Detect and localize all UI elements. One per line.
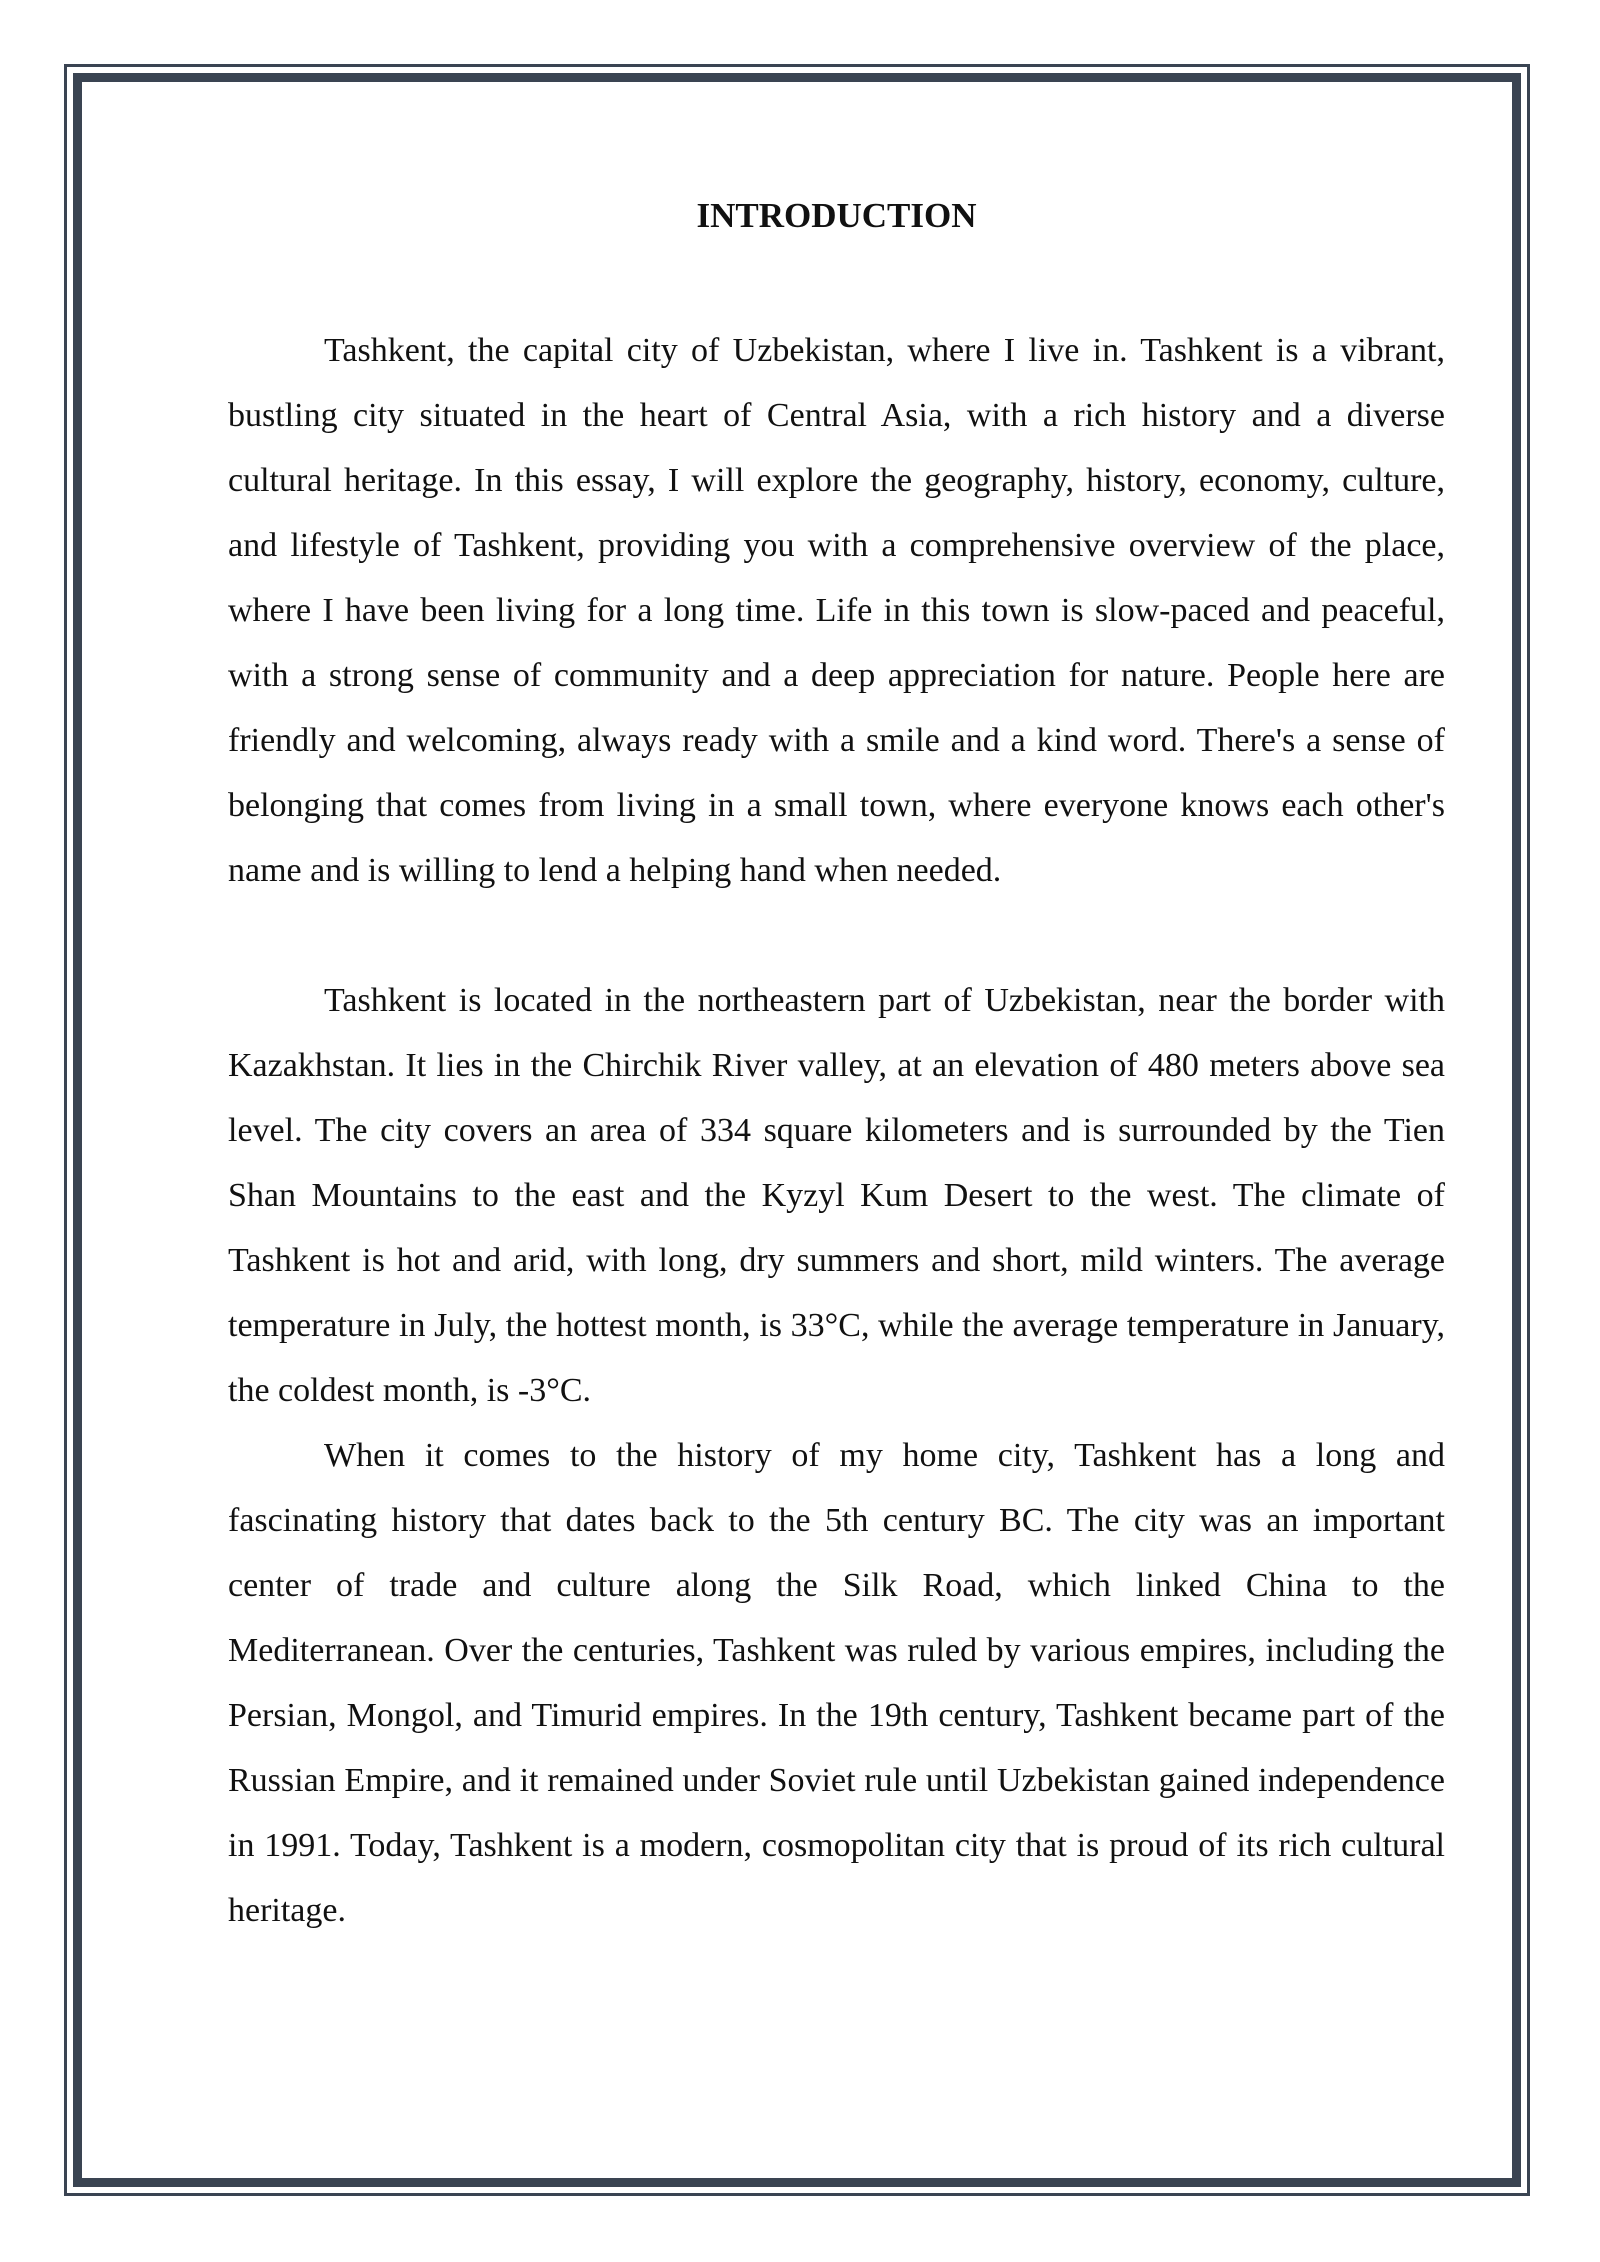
paragraph-introduction: Tashkent, the capital city of Uzbekistan, where I live in. Tashkent is a vibrant, bustling city situated in the heart of Central Asia, with a rich history and a diverse cultural heritage. In this essay, I will explore the geography, history, economy, culture, and lifestyle of Tashkent, providing you with a comprehensive overview of the place, where I have been living for a long time. Life in this town is slow-paced and peaceful, with a strong sense of community and a deep appreciation for nature. People here are friendly and welcoming, always ready with a smile and a kind word. There's a sense of belonging that comes from living in a small town, where everyone knows each other's name and is willing to lend a helping hand when needed.	[228, 332, 1445, 889]
paragraph-geography: Tashkent is located in the northeastern part of Uzbekistan, near the border with Kazakhstan. It lies in the Chirchik River valley, at an elevation of 480 meters above sea level. The city covers an area of 334 square kilometers and is surrounded by the Tien Shan Mountains to the east and the Kyzyl Kum Desert to the west. The climate of Tashkent is hot and arid, with long, dry summers and short, mild winters. The average temperature in July, the hottest month, is 33°C, while the average temperature in January, the coldest month, is -3°C.	[228, 982, 1445, 1409]
document-title: INTRODUCTION	[696, 196, 977, 235]
paragraph-history: When it comes to the history of my home city, Tashkent has a long and fascinating history that dates back to the 5th century BC. The city was an important center of trade and culture along the Silk Road, which linked China to the Mediterranean. Over the centuries, Tashkent was ruled by various empires, including the Persian, Mongol, and Timurid empires. In the 19th century, Tashkent became part of the Russian Empire, and it remained under Soviet rule until Uzbekistan gained independence in 1991. Today, Tashkent is a modern, cosmopolitan city that is proud of its rich cultural heritage.	[228, 1437, 1445, 1929]
document-body	[228, 190, 1445, 1943]
